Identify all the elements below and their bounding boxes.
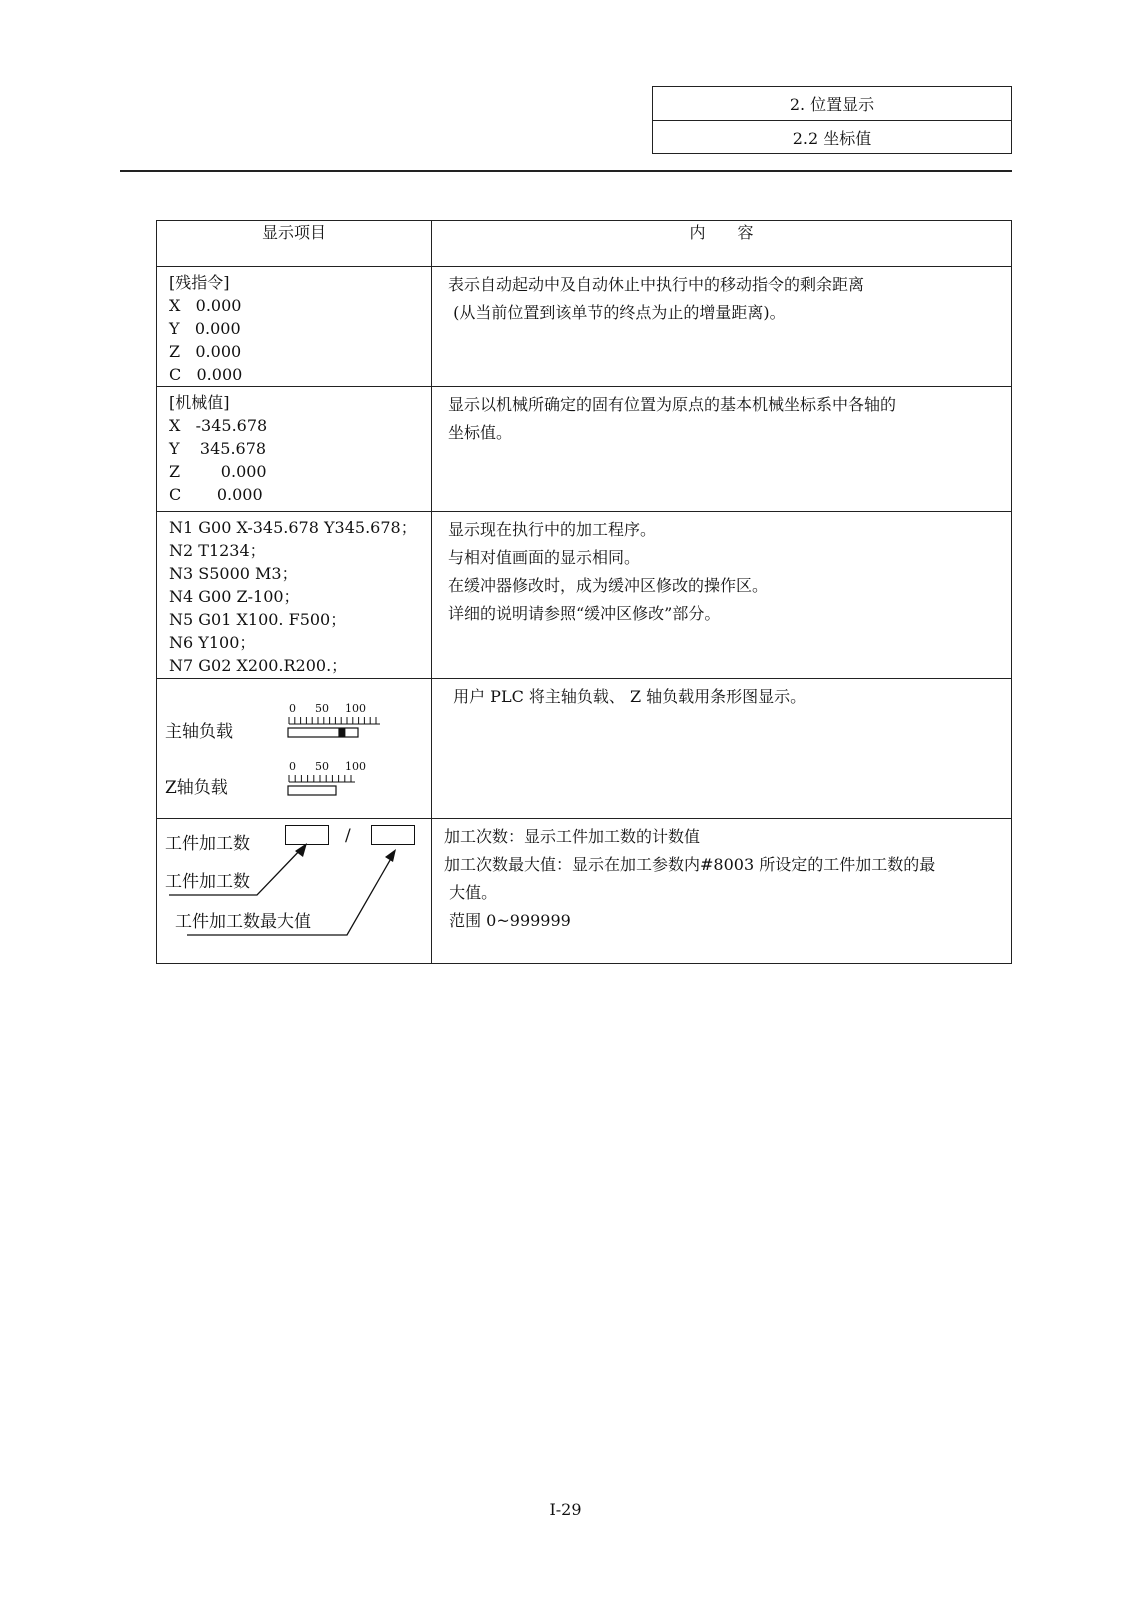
desc-line: 与相对值画面的显示相同。 bbox=[448, 548, 641, 567]
z-bar-frame bbox=[288, 786, 336, 795]
item-line: C 0.000 bbox=[169, 365, 243, 384]
desc-line: 坐标值。 bbox=[448, 423, 513, 442]
z-scale-tick: 0 bbox=[289, 760, 296, 773]
table-row-remaining bbox=[157, 267, 1012, 387]
spindle-load-bar bbox=[287, 715, 383, 741]
item-line: N6 Y100； bbox=[169, 633, 256, 652]
arrow-head-icon bbox=[385, 849, 396, 862]
z-scale-tick: 100 bbox=[345, 760, 366, 773]
table-row-count bbox=[157, 819, 1012, 964]
col-header-content: 内 容 bbox=[432, 221, 1012, 267]
item-lines bbox=[157, 512, 431, 677]
table-row-program bbox=[157, 512, 1012, 679]
item-line: C 0.000 bbox=[169, 485, 263, 504]
item-line: N4 G00 Z-100； bbox=[169, 587, 300, 606]
chapter-title: 2. 位置显示 bbox=[789, 95, 875, 114]
item-line: Z 0.000 bbox=[169, 342, 242, 361]
spindle-load-label: 主轴负载 bbox=[165, 722, 233, 742]
table-header-row bbox=[157, 221, 1012, 267]
item-line: Y 0.000 bbox=[169, 319, 241, 338]
desc-lines bbox=[432, 512, 1011, 628]
item-line: Z 0.000 bbox=[169, 462, 267, 481]
desc-line: 显示现在执行中的加工程序。 bbox=[448, 520, 657, 539]
count-diagram bbox=[157, 819, 431, 963]
item-line: [机械值] bbox=[169, 393, 230, 412]
spindle-scale-tick: 0 bbox=[289, 702, 296, 715]
item-line: N3 S5000 M3； bbox=[169, 564, 298, 583]
desc-line: 用户 PLC 将主轴负载、 Z 轴负载用条形图显示。 bbox=[448, 687, 807, 706]
col-header-item: 显示项目 bbox=[157, 221, 432, 267]
spindle-bar-frame bbox=[288, 728, 358, 737]
count-label-mid: 工件加工数 bbox=[165, 872, 250, 892]
desc-lines bbox=[432, 267, 1011, 327]
desc-line: 范围 0~999999 bbox=[444, 911, 571, 930]
spindle-bar-fill bbox=[338, 728, 345, 737]
desc-line: 详细的说明请参照“缓冲区修改”部分。 bbox=[448, 604, 721, 623]
load-diagram bbox=[157, 679, 431, 818]
table-row-load bbox=[157, 679, 1012, 819]
item-lines bbox=[157, 267, 431, 386]
coordinate-display-table bbox=[156, 220, 1012, 964]
count-label-top: 工件加工数 bbox=[165, 834, 250, 854]
page-number: I-29 bbox=[549, 1500, 582, 1519]
desc-line: 表示自动起动中及自动休止中执行中的移动指令的剩余距离 bbox=[448, 275, 865, 294]
z-load-bar bbox=[287, 771, 367, 797]
desc-line: (从当前位置到该单节的终点为止的增量距离)。 bbox=[448, 303, 786, 322]
item-lines bbox=[157, 387, 431, 506]
header-rule bbox=[120, 170, 1012, 172]
item-line: N7 G02 X200.R200.； bbox=[169, 656, 348, 675]
desc-lines bbox=[432, 387, 1011, 447]
item-line: [残指令] bbox=[169, 273, 230, 292]
spindle-scale-tick: 50 bbox=[315, 702, 329, 715]
desc-line: 在缓冲器修改时，成为缓冲区修改的操作区。 bbox=[448, 576, 769, 595]
spindle-scale-ticks bbox=[289, 717, 380, 724]
table-row-machine bbox=[157, 387, 1012, 512]
item-line: N5 G01 X100. F500； bbox=[169, 610, 347, 629]
count-callout-line bbox=[169, 847, 303, 895]
desc-line: 大值。 bbox=[444, 883, 498, 902]
item-line: X 0.000 bbox=[169, 296, 242, 315]
item-line: Y 345.678 bbox=[169, 439, 267, 458]
desc-lines bbox=[432, 819, 1011, 935]
count-callout-lines bbox=[157, 819, 431, 963]
spindle-scale-tick: 100 bbox=[345, 702, 366, 715]
count-label-bottom: 工件加工数最大值 bbox=[175, 912, 311, 932]
z-load-label: Z轴负载 bbox=[165, 778, 228, 798]
item-line: X -345.678 bbox=[169, 416, 268, 435]
arrow-head-icon bbox=[295, 843, 307, 857]
section-title: 2.2 坐标值 bbox=[653, 120, 1011, 154]
z-scale-tick: 50 bbox=[315, 760, 329, 773]
desc-line: 加工次数：显示工件加工数的计数值 bbox=[444, 827, 701, 846]
desc-line: 加工次数最大值：显示在加工参数内#8003 所设定的工件加工数的最 bbox=[444, 855, 936, 874]
desc-lines bbox=[432, 679, 1011, 711]
item-line: N1 G00 X-345.678 Y345.678； bbox=[169, 518, 417, 537]
chapter-header-box bbox=[652, 86, 1012, 154]
count-slash: / bbox=[345, 826, 351, 846]
item-line: N2 T1234； bbox=[169, 541, 266, 560]
z-scale-ticks bbox=[289, 775, 355, 782]
desc-line: 显示以机械所确定的固有位置为原点的基本机械坐标系中各轴的 bbox=[448, 395, 897, 414]
